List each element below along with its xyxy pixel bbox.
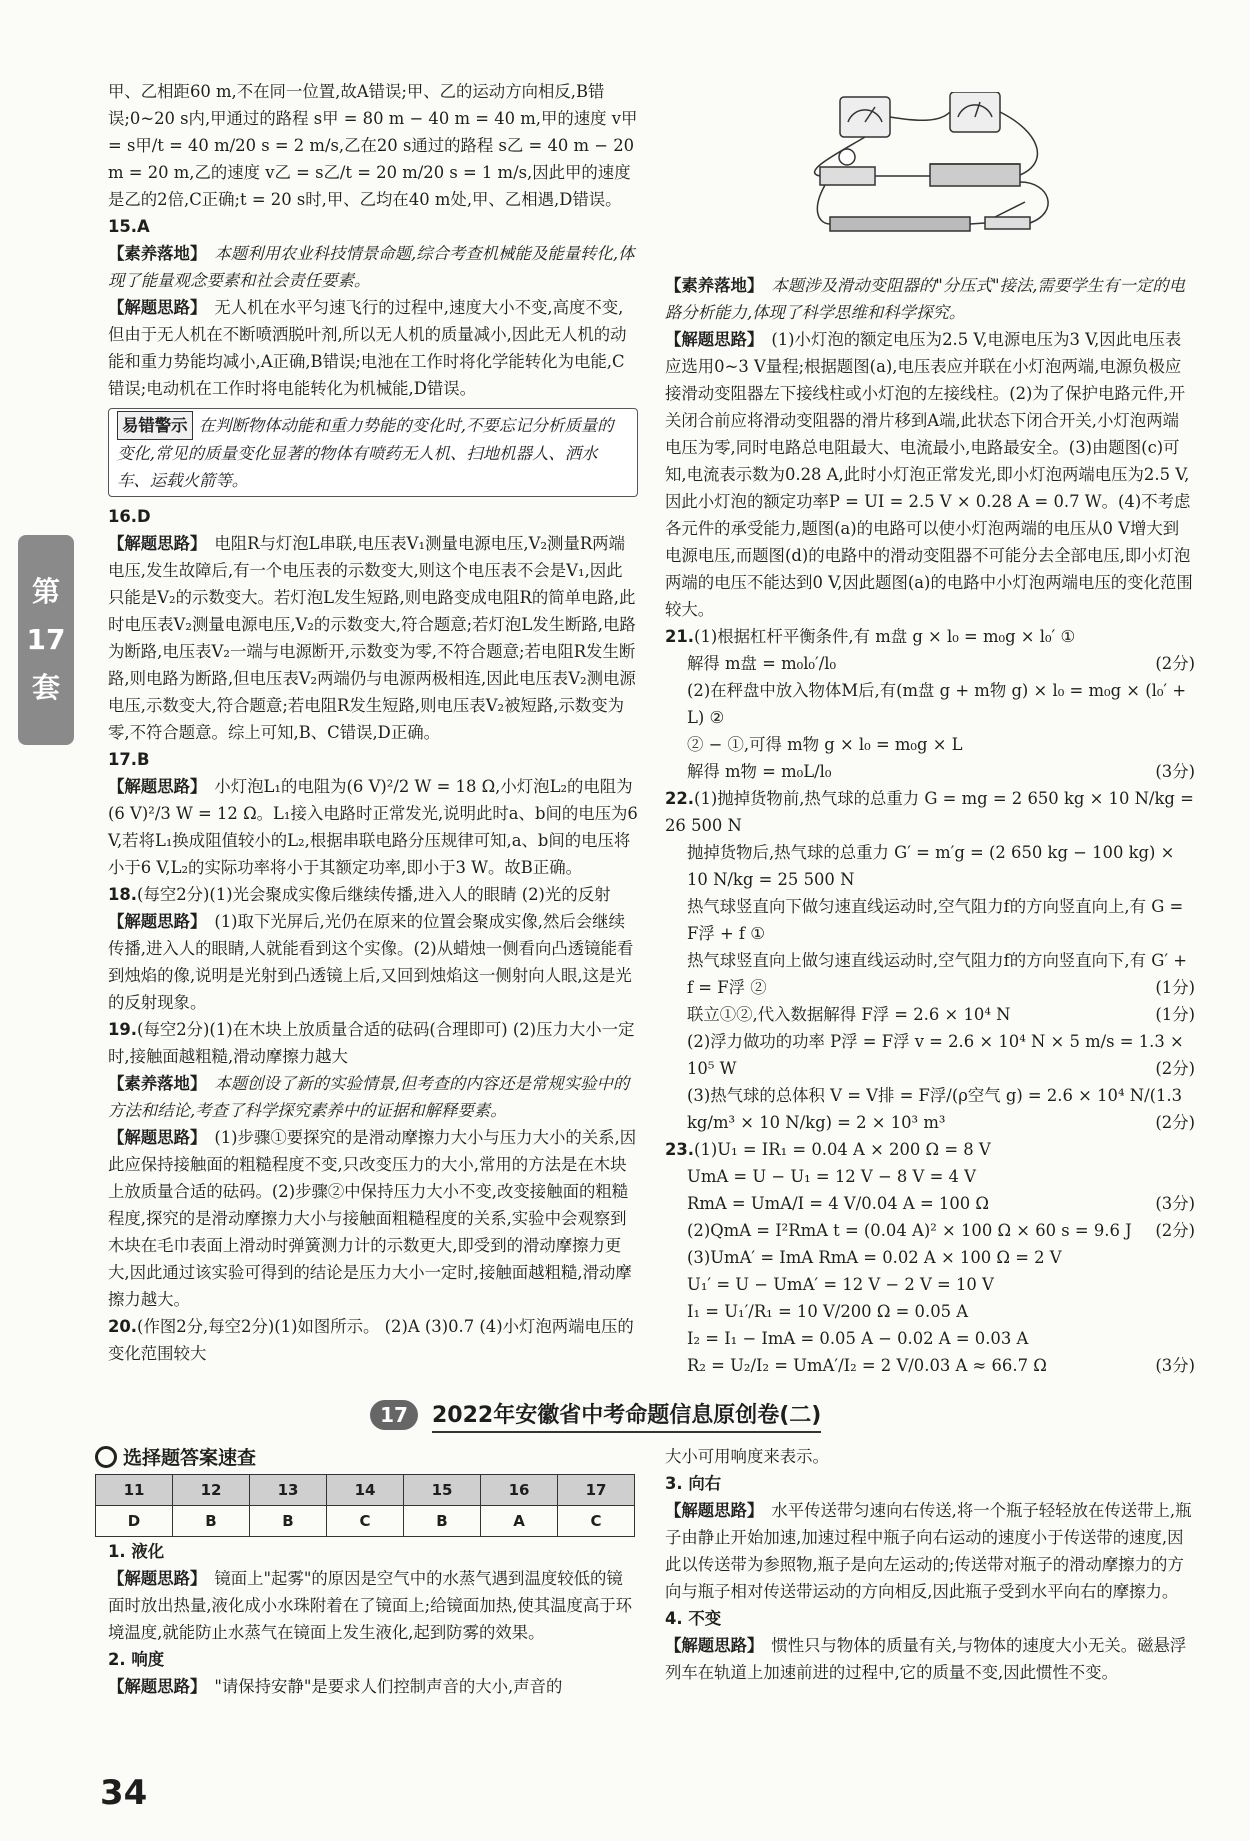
right-column — [665, 272, 1195, 1379]
q23-line8: I₂ = I₁ − ImA = 0.05 A − 0.02 A = 0.03 A — [687, 1329, 1029, 1348]
q15-header: 15.A — [108, 217, 150, 236]
q21-line5: 解得 m物 = m₀L/l₀ (3分) — [687, 762, 1195, 781]
q21-line1: 21.(1)根据杠杆平衡条件,有 m盘 g × l₀ = m₀g × l₀′ ① — [665, 627, 1076, 646]
q22-line1: 22.(1)抛掉货物前,热气球的总重力 G = mg = 2 650 kg × 10 N/kg = 26 500 N — [665, 789, 1194, 835]
q16-solution: 【解题思路】 电阻R与灯泡L串联,电压表V₁测量电源电压,V₂测量R两端电压,发生故障后,有一个电压表的示数变大,则这个电压表不会是V₁,因此只能是V₂的示数变大。若灯泡L发生短路,则电路变成电阻R的简单电路,此时电压表V₂测量电源电压,V₂的示数变大,符合题意;若灯泡L发生断路,电路为断路,电压表V₂一端与电源断开,示数变为零,不符合题意;若电阻R发生断路,则电路为断路,但电压表V₂两端仍与电源两极相连,因此电压表V₂测电源电压,示数变大,符合题意;若电阻R发生短路,则电压表V₂被短路,示数变为零,不符合题意。综上可知,B、C错误,D正确。 — [108, 534, 636, 742]
table-cell: B — [404, 1506, 481, 1537]
q19-literacy: 【素养落地】 本题创设了新的实验情景,但考查的内容还是常规实验中的方法和结论,考查了科学探究素养中的证据和解释要素。 — [108, 1074, 630, 1120]
q19-solution: 【解题思路】 (1)步骤①要探究的是滑动摩擦力大小与压力大小的关系,因此应保持接触面的粗糙程度不变,只改变压力的大小,常用的方法是在木块上放质量合适的砝码。(2)步骤②中保持压力大小不变,改变接触面的粗糙程度,探究的是滑动摩擦力大小与接触面粗糙程度的关系,实验中会观察到木块在毛巾表面上滑动时弹簧测力计的示数更大,即受到的滑动摩擦力更大,因此通过该实验可得到的结论是压力大小一定时,接触面越粗糙,滑动摩擦力越大。 — [108, 1128, 637, 1309]
q22-line5: 联立①②,代入数据解得 F浮 = 2.6 × 10⁴ N (1分) — [687, 1005, 1195, 1024]
q15-literacy: 【素养落地】 本题利用农业科技情景命题,综合考查机械能及能量转化,体现了能量观念要素和社会责任要素。 — [108, 244, 635, 290]
q23-line5: (3)UmA′ = ImA RmA = 0.02 A × 100 Ω = 2 V — [687, 1248, 1062, 1267]
q21-line3: (2)在秤盘中放入物体M后,有(m盘 g + m物 g) × l₀ = m₀g × (l₀′ + L) ② — [687, 681, 1187, 727]
battery-icon — [830, 217, 970, 231]
left-column — [108, 78, 638, 1367]
page-number: 34 — [100, 1773, 148, 1813]
quick-answer-section — [95, 1443, 640, 1537]
lamp-base-icon — [820, 167, 875, 185]
q23-line9: R₂ = U₂/I₂ = UmA′/I₂ = 2 V/0.03 A ≈ 66.7 Ω (3分) — [687, 1356, 1195, 1375]
q20-solution: 【解题思路】 (1)小灯泡的额定电压为2.5 V,电源电压为3 V,因此电压表应选用0~3 V量程;根据题图(a),电压表应并联在小灯泡两端,电源负极应接滑动变阻器左下接线柱或小灯泡的左接线柱。(2)为了保护电路元件,开关闭合前应将滑动变阻器的滑片移到A端,此状态下闭合开关,小灯泡两端电压为零,同时电路总电阻最大、电流最小,电路最安全。(3)由题图(c)可知,电流表示数为0.28 A,此时小灯泡正常发光,即小灯泡两端电压为2.5 V,因此小灯泡的额定功率P = UI = 2.5 V × 0.28 A = 0.7 W。(4)不考虑各元件的承受能力,题图(a)的电路可以使小灯泡两端的电压从0 V增大到电源电压,而题图(d)的电路中的滑动变阻器不可能分去全部电压,即小灯泡两端的电压不能达到0 V,因此题图(a)的电路中小灯泡两端电压的变化范围较大。 — [665, 330, 1193, 619]
q19-answer: 19.(每空2分)(1)在木块上放质量合适的砝码(合理即可) (2)压力大小一定时,接触面越粗糙,滑动摩擦力越大 — [108, 1020, 635, 1066]
q21-line4: ② − ①,可得 m物 g × l₀ = m₀g × L — [687, 735, 963, 754]
table-cell: A — [481, 1506, 558, 1537]
magnifier-icon — [95, 1446, 117, 1468]
banner-badge: 17 — [370, 1400, 418, 1430]
table-cell: 14 — [327, 1475, 404, 1506]
q18-solution: 【解题思路】 (1)取下光屏后,光仍在原来的位置会聚成实像,然后会继续传播,进入人的眼睛,人就能看到这个实像。(2)从蜡烛一侧看向凸透镜能看到烛焰的像,说明是光射到凸透镜上后,又回到烛焰这一侧射向人眼,这是光的反射现象。 — [108, 912, 634, 1012]
answer-table-answer-row — [96, 1506, 635, 1537]
voltmeter-icon — [840, 97, 890, 137]
q22-line6: (2)浮力做功的功率 P浮 = F浮 v = 2.6 × 10⁴ N × 5 m/s = 1.3 × 10⁵ W (2分) — [687, 1032, 1195, 1078]
table-cell: B — [250, 1506, 327, 1537]
q4-answer: 4. 不变 — [665, 1609, 722, 1628]
banner-title: 2022年安徽省中考命题信息原创卷(二) — [432, 1398, 821, 1433]
q16-header: 16.D — [108, 507, 151, 526]
q21-line2: 解得 m盘 = m₀l₀′/l₀ (2分) — [687, 654, 1195, 673]
q22-line2: 抛掉货物后,热气球的总重力 G′ = m′g = (2 650 kg − 100 kg) × 10 N/kg = 25 500 N — [687, 843, 1175, 889]
q14-continuation: 甲、乙相距60 m,不在同一位置,故A错误;甲、乙的运动方向相反,B错误;0~20 s内,甲通过的路程 s甲 = 80 m − 40 m = 40 m,甲的速度 v甲 = s甲/t = 40 m/20 s = 2 m/s,乙在20 s通过的路程 s乙 = 40 m − 20 m = 20 m,乙的速度 v乙 = s乙/t = 20 m/20 s = 1 m/s,因此甲的速度是乙的2倍,C正确;t = 20 s时,甲、乙均在40 m处,甲、乙相遇,D错误。 — [108, 82, 638, 209]
q17-solution: 【解题思路】 小灯泡L₁的电阻为(6 V)²/2 W = 18 Ω,小灯泡L₂的电阻为(6 V)²/3 W = 12 Ω。L₁接入电路时正常发光,说明此时a、b间的电压为6 V,若将L₁换成阻值较小的L₂,根据串联电路分压规律可知,a、b间的电压将小于6 V,L₂的实际功率将小于其额定功率,即小于3 W。故B正确。 — [108, 777, 638, 877]
table-cell: C — [327, 1506, 404, 1537]
table-cell: 15 — [404, 1475, 481, 1506]
q1-solution: 【解题思路】 镜面上"起雾"的原因是空气中的水蒸气遇到温度较低的镜面时放出热量,液化成小水珠附着在了镜面上;给镜面加热,使其温度高于环境温度,就能防止水蒸气在镜面上发生液化,起到防雾的效果。 — [108, 1569, 633, 1642]
table-cell: 16 — [481, 1475, 558, 1506]
q23-line2: UmA = U − U₁ = 12 V − 8 V = 4 V — [687, 1167, 977, 1186]
q4-solution: 【解题思路】 惯性只与物体的质量有关,与物体的速度大小无关。磁悬浮列车在轨道上加速前进的过程中,它的质量不变,因此惯性不变。 — [665, 1636, 1187, 1682]
q3-solution: 【解题思路】 水平传送带匀速向右传送,将一个瓶子轻轻放在传送带上,瓶子由静止开始加速,加速过程中瓶子向右运动的速度小于传送带的速度,因此以传送带为参照物,瓶子是向左运动的;传送带对瓶子的滑动摩擦力的方向与瓶子相对传送带运动的方向相反,因此瓶子受到水平向右的摩擦力。 — [665, 1501, 1192, 1601]
warning-label: 易错警示 — [117, 411, 193, 440]
answer-table-header-row — [96, 1475, 635, 1506]
table-cell: 13 — [250, 1475, 327, 1506]
table-cell: 12 — [173, 1475, 250, 1506]
chapter-side-tab: 第 17 套 — [18, 535, 74, 745]
table-cell: D — [96, 1506, 173, 1537]
table-cell: 17 — [558, 1475, 635, 1506]
rheostat-icon — [930, 164, 1020, 186]
q20-literacy: 【素养落地】 本题涉及滑动变阻器的"分压式"接法,需要学生有一定的电路分析能力,体现了科学思维和科学探究。 — [665, 276, 1186, 322]
q1-answer: 1. 液化 — [108, 1542, 165, 1561]
q23-line4: (2)QmA = I²RmA t = (0.04 A)² × 100 Ω × 60 s = 9.6 J (2分) — [687, 1221, 1195, 1240]
q3-answer: 3. 向右 — [665, 1474, 722, 1493]
table-cell: 11 — [96, 1475, 173, 1506]
bottom-right-column — [665, 1443, 1195, 1686]
table-cell: C — [558, 1506, 635, 1537]
circuit-diagram-illustration — [780, 92, 1080, 262]
ammeter-icon — [950, 92, 1000, 132]
table-cell: B — [173, 1506, 250, 1537]
q23-line1: 23.(1)U₁ = IR₁ = 0.04 A × 200 Ω = 8 V — [665, 1140, 991, 1159]
q18-answer: 18.(每空2分)(1)光会聚成实像后继续传播,进入人的眼睛 (2)光的反射 — [108, 885, 611, 904]
q22-line7: (3)热气球的总体积 V = V排 = F浮/(ρ空气 g) = 2.6 × 10⁴ N/(1.3 kg/m³ × 10 N/kg) = 2 × 10³ m³ (2分) — [687, 1086, 1195, 1132]
q22-line3: 热气球竖直向下做匀速直线运动时,空气阻力f的方向竖直向上,有 G = F浮 + f ① — [687, 897, 1184, 943]
quick-answer-title: 选择题答案速查 — [95, 1443, 640, 1470]
switch-icon — [985, 217, 1030, 229]
q23-line6: U₁′ = U − UmA′ = 12 V − 2 V = 10 V — [687, 1275, 994, 1294]
q15-solution: 【解题思路】 无人机在水平匀速飞行的过程中,速度大小不变,高度不变,但由于无人机在不断喷洒脱叶剂,所以无人机的质量减小,因此无人机的动能和重力势能均减小,A正确,B错误;电池在工作时将化学能转化为电能,C错误;电动机在工作时将电能转化为机械能,D错误。 — [108, 298, 627, 398]
q2-solution: 【解题思路】 "请保持安静"是要求人们控制声音的大小,声音的 — [108, 1677, 563, 1696]
q2-answer: 2. 响度 — [108, 1650, 165, 1669]
q2-continuation: 大小可用响度来表示。 — [665, 1447, 829, 1466]
answer-table — [95, 1474, 635, 1537]
bottom-left-column — [108, 1538, 638, 1700]
q22-line4: 热气球竖直向上做匀速直线运动时,空气阻力f的方向竖直向下,有 G′ + f = F浮 ② (1分) — [687, 951, 1195, 997]
q23-line3: RmA = UmA/I = 4 V/0.04 A = 100 Ω (3分) — [687, 1194, 1195, 1213]
q20-answer: 20.(作图2分,每空2分)(1)如图所示。 (2)A (3)0.7 (4)小灯泡两端电压的变化范围较大 — [108, 1317, 634, 1363]
q15-warning-box: 易错警示 在判断物体动能和重力势能的变化时,不要忘记分析质量的变化,常见的质量变化显著的物体有喷药无人机、扫地机器人、洒水车、运载火箭等。 — [108, 408, 638, 497]
section-banner — [370, 1395, 900, 1435]
q23-line7: I₁ = U₁′/R₁ = 10 V/200 Ω = 0.05 A — [687, 1302, 969, 1321]
q17-header: 17.B — [108, 750, 150, 769]
